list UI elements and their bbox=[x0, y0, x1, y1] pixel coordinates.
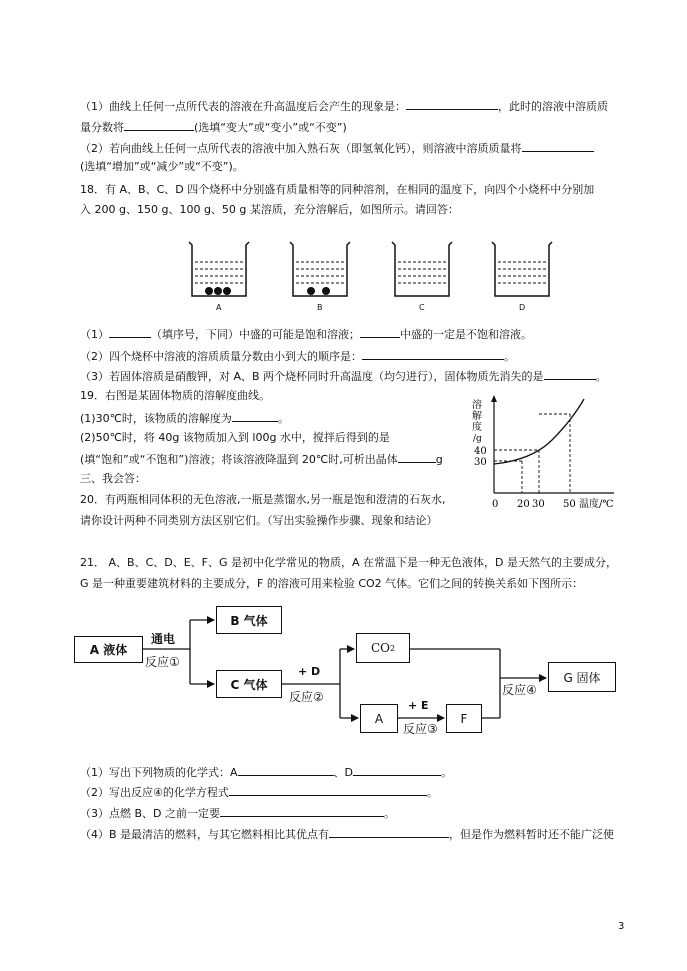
y-axis-label: 解 bbox=[472, 411, 482, 422]
x-tick-label: 20 bbox=[517, 499, 530, 510]
answer-blank[interactable] bbox=[220, 805, 384, 817]
q21-sub4: （4）B 是最清洁的燃料，与其它燃料相比其优点有 ，但是作为燃料暂时还不能广泛使 bbox=[80, 828, 615, 841]
q19-line3: (2)50℃时，将 40g 该物质加入到 l00g 水中，搅拌后得到的是 bbox=[80, 431, 390, 444]
q18-line2: 入 200 g、150 g、100 g、50 g 某溶质，充分溶解后，如图所示。请回答： bbox=[80, 203, 459, 216]
q19-line1: 19．右图是某固体物质的溶解度曲线。 bbox=[80, 389, 270, 402]
node-b-gas: B 气体 bbox=[216, 606, 282, 634]
label-reaction-2: 反应② bbox=[289, 690, 324, 704]
q17-line4: (选填“增加”或“减少”或“不变”)。 bbox=[80, 160, 244, 173]
beaker-c bbox=[390, 240, 454, 298]
q20-line1: 20．有两瓶相同体积的无色溶液,一瓶是蒸馏水,另一瓶是饱和澄清的石灰水, bbox=[80, 493, 446, 506]
label-reaction-1: 反应① bbox=[145, 655, 180, 669]
label-reaction-3: 反应③ bbox=[403, 722, 438, 736]
x-tick-label: 0 bbox=[492, 499, 499, 510]
answer-blank[interactable] bbox=[329, 826, 449, 838]
q21-sub2: （2）写出反应④的化学方程式 。 bbox=[80, 786, 438, 799]
q18-sub3: （3）若固体溶质是硝酸钾，对 A、B 两个烧杯同时升高温度（均匀进行），固体物质先消失的是 。 bbox=[80, 370, 607, 383]
beaker-label: C bbox=[419, 303, 425, 312]
answer-blank[interactable] bbox=[124, 119, 194, 131]
q21-sub1: （1）写出下列物质的化学式：A 、D 。 bbox=[80, 766, 453, 779]
x-tick-label: 50 bbox=[563, 499, 576, 510]
q21-line2: G 是一种重要建筑材料的主要成分，F 的溶液可用来检验 CO2 气体。它们之间的转换关系如下图所示： bbox=[80, 577, 584, 590]
section-heading: 三、我会答： bbox=[80, 472, 146, 485]
solubility-curve bbox=[494, 399, 584, 464]
answer-blank[interactable] bbox=[353, 764, 441, 776]
y-axis-label: /g bbox=[473, 434, 482, 444]
y-tick-label: 30 bbox=[474, 457, 487, 468]
label-reaction-4: 反应④ bbox=[502, 683, 537, 697]
node-a: A bbox=[360, 704, 398, 733]
answer-blank[interactable] bbox=[360, 326, 400, 338]
q19-line4: (填“饱和”或“不饱和”)溶液；将该溶液降温到 20℃时,可析出晶体 g bbox=[80, 453, 443, 466]
answer-blank[interactable] bbox=[398, 451, 436, 463]
beaker-b bbox=[288, 240, 352, 298]
q17-line1: （1）曲线上任何一点所代表的溶液在升高温度后会产生的现象是： ，此时的溶液中溶质质 bbox=[80, 100, 608, 113]
beaker-d bbox=[490, 240, 554, 298]
beaker-label: D bbox=[519, 303, 526, 312]
q19-line2: (1)30℃时，该物质的溶解度为 。 bbox=[80, 412, 289, 425]
answer-blank[interactable] bbox=[238, 764, 334, 776]
label-electrolysis: 通电 bbox=[151, 632, 176, 646]
q21-line1: 21． A、B、C、D、E、F、G 是初中化学常见的物质，A 在常温下是一种无色液体，D 是天然气的主要成分， bbox=[80, 556, 617, 569]
beaker-label: A bbox=[216, 303, 222, 312]
answer-blank[interactable] bbox=[229, 784, 427, 796]
node-c-gas: C 气体 bbox=[216, 670, 282, 698]
label-plus-e: + E bbox=[408, 699, 429, 712]
q18-sub2: （2）四个烧杯中溶液的溶质质量分数由小到大的顺序是： 。 bbox=[80, 350, 515, 363]
node-g-solid: G 固体 bbox=[548, 662, 616, 692]
x-tick-label: 30 bbox=[532, 499, 545, 510]
answer-blank[interactable] bbox=[544, 368, 596, 380]
answer-blank[interactable] bbox=[362, 348, 504, 360]
node-a-liquid: A 液体 bbox=[74, 636, 143, 663]
q18-sub1: （1） （填序号，下同）中盛的可能是饱和溶液； 中盛的一定是不饱和溶液。 bbox=[80, 328, 532, 341]
solubility-curve-graph bbox=[462, 392, 632, 514]
beaker-a bbox=[187, 240, 251, 298]
answer-blank[interactable] bbox=[109, 326, 151, 338]
y-axis-label: 溶 bbox=[472, 400, 482, 411]
q17-line2: 量分数将 (选填“变大”或“变小”或“不变”) bbox=[80, 121, 347, 134]
page-number: 3 bbox=[618, 921, 625, 932]
q21-sub3: （3）点燃 B、D 之前一定要 。 bbox=[80, 807, 396, 820]
q20-line2: 请你设计两种不同类别方法区别它们。（写出实验操作步骤、现象和结论） bbox=[80, 514, 438, 527]
x-axis-label: 温度/℃ bbox=[579, 499, 614, 510]
beaker-label: B bbox=[317, 303, 323, 312]
node-f: F bbox=[446, 704, 482, 733]
y-tick-label: 40 bbox=[474, 446, 487, 457]
answer-blank[interactable] bbox=[406, 98, 498, 110]
q18-line1: 18．有 A、B、C、D 四个烧杯中分别盛有质量相等的同种溶剂，在相同的温度下，向四个小烧杯中分别加 bbox=[80, 183, 595, 196]
answer-blank[interactable] bbox=[522, 140, 594, 152]
node-co2: CO 2 bbox=[356, 633, 410, 663]
label-plus-d: + D bbox=[298, 665, 321, 678]
answer-blank[interactable] bbox=[232, 410, 278, 422]
q17-line3: （2）若向曲线上任何一点所代表的溶液中加入熟石灰（即氢氧化钙），则溶液中溶质质量将 bbox=[80, 140, 594, 156]
y-axis-label: 度 bbox=[472, 422, 482, 433]
